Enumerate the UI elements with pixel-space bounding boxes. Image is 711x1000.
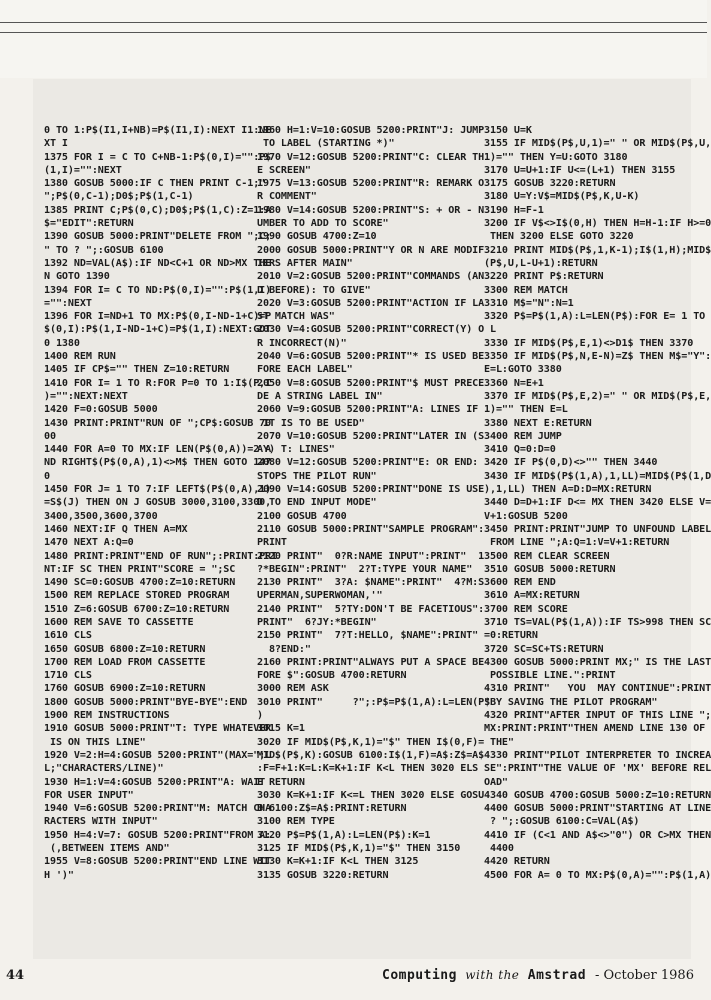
code-line: IERS AFTER MAIN" [257,257,353,269]
code-line: AY) T: LINES" [257,444,335,456]
page-header [0,0,707,78]
code-line: 4420 RETURN [484,856,550,868]
listing-column-2 [257,124,491,882]
code-line: "BY SAVING THE PILOT PROGRAM" [484,696,658,708]
code-line: E SCREEN" [257,164,311,176]
code-line: UPERMAN,SUPERWOMAN,'" [257,590,383,602]
code-line: 3440 D=D+1:IF D<= MX THEN 3420 ELSE V= [484,497,711,509]
code-line: FORE EACH LABEL" [257,364,353,376]
code-line: 1920 V=2:H=4:GOSUB 5200:PRINT"(MAX=";L [44,749,272,761]
code-line: 4500 FOR A= 0 TO MX:P$(0,A)="":P$(1,A) [484,869,711,881]
code-line: 1460 NEXT:IF Q THEN A=MX [44,523,188,535]
code-line: 3710 TS=VAL(P$(1,A)):IF TS>998 THEN SC [484,616,711,628]
code-line: 1420 F=0:GOSUB 5000 [44,404,158,416]
page-footer [0,962,707,1000]
code-line: 3700 REM SCORE [484,603,568,615]
code-line: 2070 V=10:GOSUB 5200:PRINT"LATER IN (S [257,430,485,442]
code-line: 3350 IF MID$(P$,N,E-N)=Z$ THEN M$="Y": [484,351,711,363]
code-line: 1990 GOSUB 4700:Z=10 [257,231,377,243]
listing-column-1 [44,124,278,882]
code-line: 3130 K=K+1:IF K<L THEN 3125 [257,856,419,868]
code-line: 3020 IF MID$(P$,K,1)="$" THEN I$(0,F)= [257,736,485,748]
code-line: (1,I)="":NEXT [44,164,122,176]
code-line: 1900 REM INSTRUCTIONS [44,710,170,722]
code-line: 1910 GOSUB 5000:PRINT"T: TYPE WHATEVER [44,723,272,735]
page-number: 44 [6,968,25,983]
code-line: 3720 SC=SC+TS:RETURN [484,643,604,655]
code-line: 3220 PRINT P$:RETURN [484,271,604,283]
code-line: 1975 V=13:GOSUB 5200:PRINT"R: REMARK O [257,178,485,190]
code-line: 1380 GOSUB 5000:IF C THEN PRINT C-1;" [44,178,266,190]
code-line: 1700 REM LOAD FROM CASSETTE [44,656,206,668]
code-line: IS ON THIS LINE" [44,736,146,748]
code-line: )="":NEXT:NEXT [44,390,128,402]
magazine-title-part3: Amstrad [527,968,587,983]
code-line: 1950 H=4:V=7: GOSUB 5200:PRINT"FROM A: [44,829,272,841]
code-line: 1940 V=6:GOSUB 5200:PRINT"M: MATCH CHA [44,803,272,815]
code-line: D BEFORE): TO GIVE" [257,284,371,296]
code-line: 4410 IF (C<1 AND A$<>"0") OR C>MX THEN [484,829,711,841]
code-line: 3600 REM END [484,577,556,589]
code-line: 1800 GOSUB 5000:PRINT"BYE-BYE":END [44,696,248,708]
code-line: 1960 H=1:V=10:GOSUB 5200:PRINT"J: JUMP [257,125,485,136]
code-line: UMBER TO ADD TO SCORE" [257,218,389,230]
code-line: 3000 REM ASK [257,683,329,695]
code-line: 1)="" THEN E=L [484,404,568,416]
code-line: 2110 GOSUB 5000:PRINT"SAMPLE PROGRAM": [257,523,485,535]
code-line: 3175 GOSUB 3220:RETURN [484,178,616,190]
code-line: 2060 V=9:GOSUB 5200:PRINT"A: LINES IF [257,404,479,416]
code-line: 4400 [484,843,514,855]
code-line: 1610 CLS [44,630,92,642]
code-line: OAD" [484,776,508,788]
code-line: 1930 H=1:V=4:GOSUB 5200:PRINT"A: WAIT [44,776,266,788]
code-line: 3135 GOSUB 3220:RETURN [257,869,389,881]
code-line: POSSIBLE LINE.":PRINT [484,670,616,682]
code-line: R INCORRECT(N)" [257,337,347,349]
code-line: 4310 PRINT" YOU MAY CONTINUE":PRINT [484,683,711,695]
code-line: 4400 GOSUB 5000:PRINT"STARTING AT LINE [484,803,711,815]
header-rule-bottom [0,32,707,33]
code-line: ?*BEGIN":PRINT" 2?T:TYPE YOUR NAME" [257,563,473,575]
code-line: 1440 FOR A=0 TO MX:IF LEN(P$(0,A))=2 A [44,444,272,456]
code-line: H ')" [44,869,74,881]
code-line: IT IS TO BE USED" [257,417,365,429]
code-line: 2040 V=6:GOSUB 5200:PRINT"* IS USED BE [257,351,485,363]
code-line: 2030 V=4:GOSUB 5200:PRINT"CORRECT(Y) O [257,324,485,336]
code-line: 3500 REM CLEAR SCREEN [484,550,610,562]
code-line: 3610 A=MX:RETURN [484,590,580,602]
code-line: 3420 IF P$(0,D)<>"" THEN 3440 [484,457,658,469]
magazine-title-part1: Computing [382,968,457,983]
code-line: ND RIGHT$(P$(0,A),1)<>M$ THEN GOTO 147 [44,457,272,469]
code-line: 2000 GOSUB 5000:PRINT"Y OR N ARE MODIF [257,244,485,256]
code-line: 1760 GOSUB 6900:Z=10:RETURN [44,683,206,695]
code-line: 3190 H=F-1 [484,204,544,216]
code-line: :F=F+1:K=L:K=K+1:IF K<L THEN 3020 ELS [257,763,479,775]
code-line: ),1,LL) THEN A=D:D=MX:RETURN [484,484,652,496]
code-line: 1980 V=14:GOSUB 5200:PRINT"S: + OR - N [257,204,485,216]
code-line: 3330 IF MID$(P$,E,1)<>D1$ THEN 3370 [484,337,694,349]
code-line: NT:IF SC THEN PRINT"SCORE = ";SC [44,563,236,575]
code-line: 3360 N=E+1 [484,377,544,389]
code-line: B 6100:Z$=A$:PRINT:RETURN [257,803,407,815]
code-line: 3310 M$="N":N=1 [484,297,574,309]
code-line: ="":NEXT [44,297,92,309]
code-line: SE":PRINT"THE VALUE OF 'MX' BEFORE REL [484,763,711,775]
code-line: 3120 P$=P$(1,A):L=LEN(P$):K=1 [257,829,431,841]
code-line: 1375 FOR I = C TO C+NB-1:P$(0,I)="":P$ [44,151,272,163]
code-line: 1480 PRINT:PRINT"END OF RUN";:PRINT:PRI [44,550,278,562]
code-line: 2120 PRINT" 0?R:NAME INPUT":PRINT" 1 [257,550,485,562]
code-line: 1410 FOR I= 1 TO R:FOR P=0 TO 1:I$(P,I [44,377,272,389]
code-line: 3180 U=Y:V$=MID$(P$,K,U-K) [484,191,640,203]
magazine-title [382,968,586,983]
code-line: 8?END:" [257,643,311,655]
code-line: L;"CHARACTERS/LINE)" [44,763,164,775]
code-line: (P$,U,L-U+1):RETURN [484,257,598,269]
code-line: " TO ? ";:GOSUB 6100 [44,244,164,256]
code-line: 1490 SC=0:GOSUB 4700:Z=10:RETURN [44,577,236,589]
code-line: DE A STRING LABEL IN" [257,390,383,402]
code-line: FROM LINE ";A:Q=1:V=V+1:RETURN [484,537,670,549]
issue-date: - October 1986 [595,968,694,983]
code-line: L [484,324,496,336]
code-line: 1)="" THEN Y=U:GOTO 3180 [484,151,628,163]
code-line: 1392 ND=VAL(A$):IF ND<C+1 OR ND>MX THE [44,257,272,269]
code-line: ? ";:GOSUB 6100:C=VAL(A$) [484,816,640,828]
code-line: 1500 REM REPLACE STORED PROGRAM [44,590,230,602]
code-line: 1400 REM RUN [44,351,116,363]
code-line: THEN 3200 ELSE GOTO 3220 [484,231,634,243]
code-line: 1470 NEXT A:Q=0 [44,537,134,549]
code-line: 4340 GOSUB 4700:GOSUB 5000:Z=10:RETURN [484,789,711,801]
code-line: 2150 PRINT" 7?T:HELLO, $NAME":PRINT" [257,630,479,642]
code-line: =S$(J) THEN ON J GOSUB 3000,3100,3300, [44,497,272,509]
code-line: 3200 IF V$<>I$(0,H) THEN H=H-1:IF H>=0 [484,218,711,230]
code-line: E RETURN [257,776,305,788]
code-line: 2050 V=8:GOSUB 5200:PRINT"$ MUST PRECE [257,377,485,389]
code-line: ST MATCH WAS" [257,311,335,323]
code-line: PRINT" 6?JY:*BEGIN" [257,616,377,628]
code-line: RACTERS WITH INPUT" [44,816,158,828]
code-line: THE" [484,736,514,748]
code-line: FORE $":GOSUB 4700:RETURN [257,670,407,682]
code-line: 3450 PRINT:PRINT"JUMP TO UNFOUND LABEL [484,523,711,535]
code-line: 3210 PRINT MID$(P$,1,K-1);I$(1,H);MID$ [484,244,711,256]
code-line: D TO END INPUT MODE" [257,497,377,509]
code-line: 2140 PRINT" 5?TY:DON'T BE FACETIOUS": [257,603,485,615]
code-line: XT I [44,138,68,150]
code-line: 00 [44,430,56,442]
code-line: 3380 NEXT E:RETURN [484,417,592,429]
code-line: 3300 REM MATCH [484,284,568,296]
code-line: 1650 GOSUB 6800:Z=10:RETURN [44,643,206,655]
code-line: ";P$(0,C-1);D0$;P$(1,C-1) [44,191,194,203]
code-line: 3410 Q=0:D=0 [484,444,556,456]
code-line: STOPS THE PILOT RUN" [257,470,377,482]
code-line: 1600 REM SAVE TO CASSETTE [44,616,194,628]
code-line: 0 1380 [44,337,80,349]
code-line: 1430 PRINT:PRINT"RUN OF ";CP$:GOSUB 70 [44,417,272,429]
code-line: 2080 V=12:GOSUB 5200:PRINT"E: OR END: [257,457,479,469]
code-line: 3155 IF MID$(P$,U,1)=" " OR MID$(P$,U, [484,138,711,150]
code-line: 1396 FOR I=ND+1 TO MX:P$(0,I-ND-1+C)=P [44,311,272,323]
code-line: MX:PRINT:PRINT"THEN AMEND LINE 130 OF [484,723,706,735]
magazine-title-part2: with the [465,968,520,982]
code-line: $="EDIT":RETURN [44,218,134,230]
listing-column-3 [484,124,711,882]
code-line: 1710 CLS [44,670,92,682]
code-line: 3150 U=K [484,125,532,136]
code-line: MID$(P$,K):GOSUB 6100:I$(1,F)=A$:Z$=A$ [257,749,485,761]
code-line: 3320 P$=P$(1,A):L=LEN(P$):FOR E= 1 TO [484,311,706,323]
code-line: 2100 GOSUB 4700 [257,510,347,522]
code-line: 2130 PRINT" 3?A: $NAME":PRINT" 4?M:S [257,577,485,589]
code-line: TO LABEL (STARTING *)" [257,138,395,150]
code-line: 3010 PRINT" ?";:P$=P$(1,A):L=LEN(P$ [257,696,491,708]
code-line: 1385 PRINT C;P$(0,C);D0$;P$(1,C):Z=1:A [44,204,272,216]
code-line: E=L:GOTO 3380 [484,364,562,376]
code-line: ) [257,710,263,722]
code-line: 2010 V=2:GOSUB 5200:PRINT"COMMANDS (AN [257,271,485,283]
code-line: 3100 REM TYPE [257,816,335,828]
code-line: 3510 GOSUB 5000:RETURN [484,563,616,575]
header-rule-top [0,22,707,23]
code-line: 3430 IF MID$(P$(1,A),1,LL)=MID$(P$(1,D [484,470,711,482]
code-line: 0 [44,470,50,482]
code-line: 1390 GOSUB 5000:PRINT"DELETE FROM ";C; [44,231,272,243]
code-line: 3400 REM JUMP [484,430,562,442]
code-line: 3400,3500,3600,3700 [44,510,158,522]
code-line: 2090 V=14:GOSUB 5200:PRINT"DONE IS USE [257,484,485,496]
code-line: $(0,I):P$(1,I-ND-1+C)=P$(1,I):NEXT:GOT [44,324,272,336]
code-line: =0:RETURN [484,630,538,642]
code-line: PRINT [257,537,287,549]
code-line: (,BETWEEN ITEMS AND" [44,843,170,855]
code-line: 4300 GOSUB 5000:PRINT MX;" IS THE LAST [484,656,711,668]
code-line: 1405 IF CP$="" THEN Z=10:RETURN [44,364,230,376]
code-line: 3015 K=1 [257,723,305,735]
code-line: FOR USER INPUT" [44,789,134,801]
code-line: 1955 V=8:GOSUB 5200:PRINT"END LINE WIT [44,856,272,868]
code-line: 1394 FOR I= C TO ND:P$(0,I)="":P$(1,I) [44,284,272,296]
code-line: R COMMENT" [257,191,317,203]
code-line: 2020 V=3:GOSUB 5200:PRINT"ACTION IF LA [257,297,485,309]
code-line: 2160 PRINT:PRINT"ALWAYS PUT A SPACE BE [257,656,485,668]
program-listing-panel [33,79,711,959]
code-line: 1970 V=12:GOSUB 5200:PRINT"C: CLEAR TH [257,151,485,163]
code-line: 3170 U=U+1:IF U<=(L+1) THEN 3155 [484,164,676,176]
code-line: 0 TO 1:P$(I1,I+NB)=P$(I1,I):NEXT I1:NE [44,125,272,136]
code-line: 3125 IF MID$(P$,K,1)="$" THEN 3150 [257,843,461,855]
code-line: 4330 PRINT"PILOT INTERPRETER TO INCREA [484,749,711,761]
code-line: 4320 PRINT"AFTER INPUT OF THIS LINE "; [484,710,711,722]
code-line: V+1:GOSUB 5200 [484,510,568,522]
code-line: 1510 Z=6:GOSUB 6700:Z=10:RETURN [44,603,230,615]
code-line: N GOTO 1390 [44,271,110,283]
code-line: 1450 FOR J= 1 TO 7:IF LEFT$(P$(0,A),1) [44,484,272,496]
code-line: 3370 IF MID$(P$,E,2)=" " OR MID$(P$,E, [484,390,711,402]
code-line: 3030 K=K+1:IF K<=L THEN 3020 ELSE GOSU [257,789,485,801]
